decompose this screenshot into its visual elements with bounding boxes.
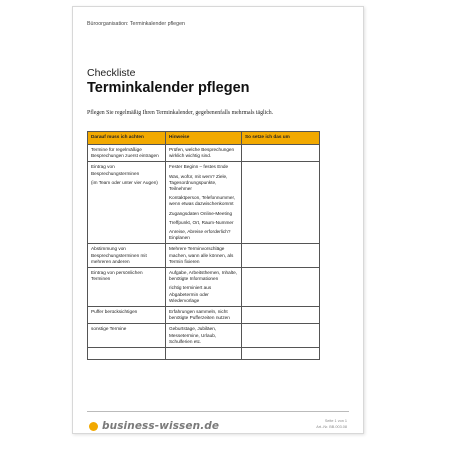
cell-todo[interactable] bbox=[242, 244, 320, 268]
footer-divider bbox=[87, 411, 349, 412]
cell-topic bbox=[88, 307, 166, 324]
cell-hints bbox=[166, 162, 242, 244]
document-title: Terminkalender pflegen bbox=[87, 80, 250, 96]
hint-text: Mehrere Terminvorschläge machen, wann alle können, als Termin fixieren bbox=[169, 246, 234, 264]
topic-text: Eintrag von persönlichen Terminen bbox=[91, 270, 143, 282]
column-header-topic: Darauf muss ich achten bbox=[88, 132, 166, 145]
checklist-table bbox=[87, 131, 320, 360]
hint-text: Prüfen, welche Besprechungen wirklich wichtig sind. bbox=[169, 147, 235, 159]
cell-hints bbox=[166, 324, 242, 348]
hint-text: Treffpunkt, Ort, Raum-Nummer bbox=[169, 219, 234, 225]
hint-text: richtig terminiert aus Abgabetermin oder Wiedervorlage bbox=[169, 285, 212, 303]
table-row bbox=[88, 145, 320, 162]
column-header-hints: Hinweise bbox=[166, 132, 242, 145]
article-number: Art.-Nr. BB.003.08 bbox=[316, 425, 347, 429]
topic-text: Eintrag von Besprechungsterminen bbox=[91, 164, 140, 176]
cell-hints bbox=[166, 307, 242, 324]
brand-logo bbox=[89, 420, 219, 432]
category-header: Büroorganisation: Terminkalender pflegen bbox=[87, 21, 185, 27]
topic-text: Puffer berücksichtigen bbox=[91, 309, 138, 315]
hint-text: Geburtstage, Jubiläen, Messetermine, Urlaub, Schulferien etc. bbox=[169, 326, 217, 344]
table-row bbox=[88, 162, 320, 244]
cell-topic bbox=[88, 268, 166, 307]
intro-paragraph: Pflegen Sie regelmäßig Ihren Terminkalender, gegebenenfalls mehrmals täglich. bbox=[87, 110, 274, 116]
hint-text: Was, wofür, mit wem? Ziele, Tagesordnungspunkte, Teilnehmer bbox=[169, 173, 228, 192]
cell-topic bbox=[88, 324, 166, 348]
cell-topic bbox=[88, 244, 166, 268]
hint-text: Zugangsdaten Online-Meeting bbox=[169, 210, 233, 216]
cell-todo[interactable] bbox=[242, 145, 320, 162]
document-page bbox=[72, 6, 364, 434]
cell-hints bbox=[166, 348, 242, 360]
cell-topic bbox=[88, 348, 166, 360]
hint-text: Kontaktperson, Telefonnummer, wenn etwas dazwischenkommt bbox=[169, 195, 236, 207]
cell-topic bbox=[88, 145, 166, 162]
topic-text: sonstige Termine bbox=[91, 326, 127, 332]
table-row bbox=[88, 324, 320, 348]
logo-wordmark: business-wissen.de bbox=[102, 420, 220, 432]
footer-meta bbox=[316, 418, 347, 430]
cell-topic bbox=[88, 162, 166, 244]
cell-todo[interactable] bbox=[242, 268, 320, 307]
table-row bbox=[88, 268, 320, 307]
cell-hints bbox=[166, 244, 242, 268]
document-kicker: Checkliste bbox=[87, 67, 136, 79]
table-row bbox=[88, 307, 320, 324]
topic-text: (im Team oder unter vier Augen) bbox=[91, 179, 158, 185]
logo-dot-icon bbox=[89, 422, 98, 431]
column-header-todo: So setze ich das um bbox=[242, 132, 320, 145]
table-header-row bbox=[88, 132, 320, 145]
cell-hints bbox=[166, 145, 242, 162]
page-number: Seite 1 von 1 bbox=[324, 419, 347, 423]
checklist-body bbox=[88, 145, 320, 360]
cell-hints bbox=[166, 268, 242, 307]
hint-text: Fester Beginn – festes Ende bbox=[169, 164, 229, 170]
cell-todo[interactable] bbox=[242, 348, 320, 360]
topic-text: Termine für regelmäßige Besprechungen zuerst eintragen bbox=[91, 147, 159, 159]
hint-text: Anreise, Abreise erforderlich? Einplanen bbox=[169, 229, 231, 241]
table-row bbox=[88, 244, 320, 268]
table-row bbox=[88, 348, 320, 360]
cell-todo[interactable] bbox=[242, 324, 320, 348]
hint-text: Aufgabe, Arbeitsthemen, Inhalte, benötigte Informationen bbox=[169, 270, 238, 282]
hint-text: Erfahrungen sammeln, nicht benötigte Pufferzeiten nutzen bbox=[169, 309, 230, 321]
cell-todo[interactable] bbox=[242, 307, 320, 324]
topic-text: Abstimmung von Besprechungsterminen mit mehreren anderen bbox=[91, 246, 147, 264]
cell-todo[interactable] bbox=[242, 162, 320, 244]
